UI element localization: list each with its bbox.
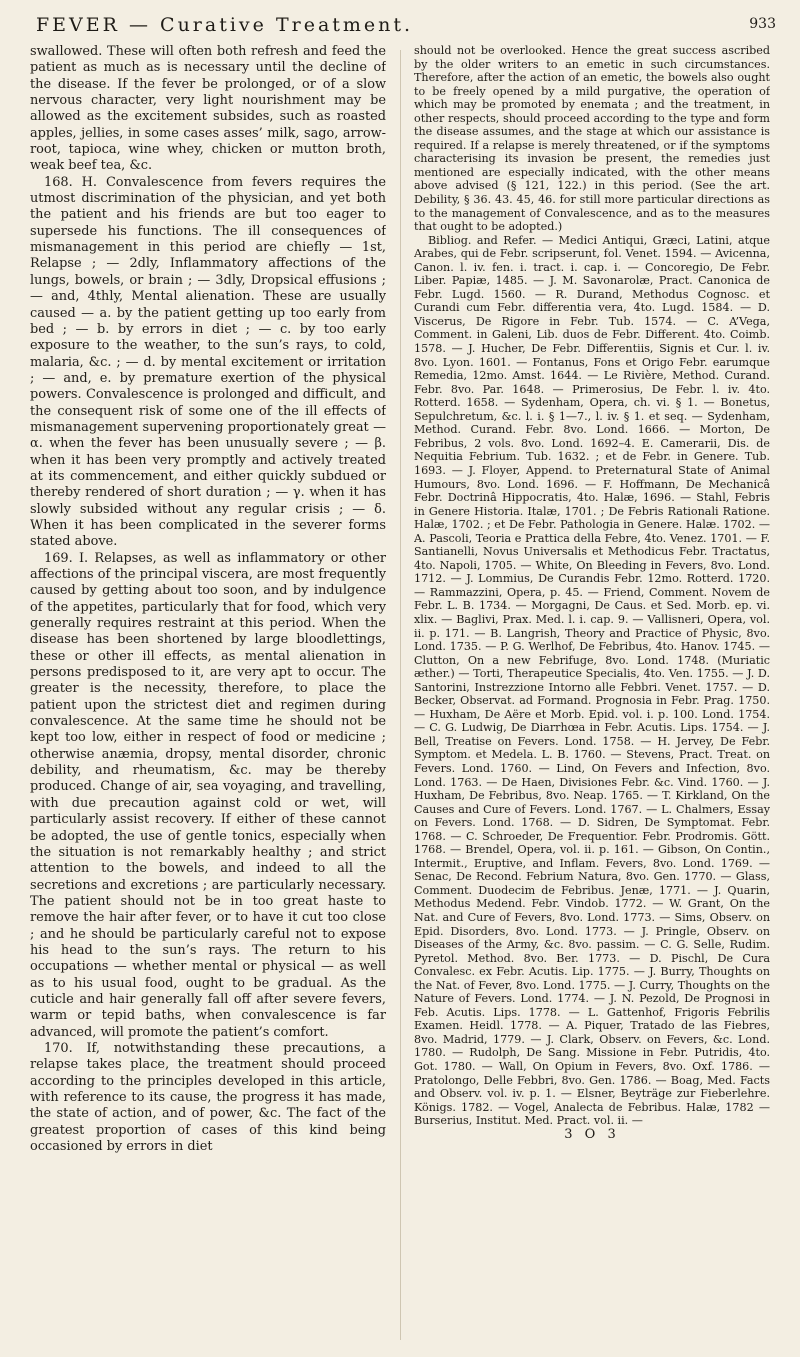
right-column <box>414 44 770 1344</box>
paragraph-emetic: should not be overlooked. Hence the great success ascribed by the older writers to an emetic in such circumstances. Therefore, after the action of an emetic, the bowels also ought to be freely opened by a mild purgative, the operation of which may be promoted by enemata ; and the treatment, in other respects, should proceed according to the type and form the disease assumes, and the stage at which our assistance is required. If a relapse is merely threatened, or if the symptoms characterising its invasion be present, the remedies just mentioned are especially indicated, with the other means above advised (§ 121, 122.) in this period. (See the art. Debility, § 36. 43. 45, 46. for still more particular directions as to the management of Convalescence, and as to the measures that ought to be adopted.) <box>414 44 770 234</box>
running-header <box>36 14 776 38</box>
paragraph-168-convalescence: 168. H. Convalescence from fevers requires the utmost discrimination of the physician, and yet both the patient and his friends are but too eager to supersede his functions. The ill consequences of mismanagement in this period are chiefly — 1st, Relapse ; — 2dly, Inflammatory affections of the lungs, bowels, or brain ; — 3dly, Dropsical effusions ; — and, 4thly, Mental alienation. These are usually caused — a. by the patient getting up too early from bed ; — b. by errors in diet ; — c. by too early exposure to the weather, to the sun’s rays, to cold, malaria, &c. ; — d. by mental excitement or irritation ; — and, e. by premature exertion of the physical powers. Convalescence is prolonged and difficult, and the consequent risk of some one of the ill effects of mismanagement supervening proportionately great — α. when the fever has been unusually severe ; — β. when it has been very promptly and actively treated at its commencement, and either quickly subdued or thereby rendered of short duration ; — γ. when it has slowly subsided without any regular crisis ; — δ. When it has been complicated in the severer forms stated above. <box>30 174 386 550</box>
paragraph-170-relapse-treatment: 170. If, notwithstanding these precautions, a relapse takes place, the treatment should proceed according to the principles developed in this article, with reference to its cause, the progress it has made, the state of action, and of power, &c. The fact of the greatest proportion of cases of this kind being occasioned by errors in diet <box>30 1040 386 1155</box>
column-divider <box>400 50 401 1340</box>
signature-mark: 3 O 3 <box>564 1126 620 1142</box>
left-column <box>30 44 386 1344</box>
running-title: FEVER — Curative Treatment. <box>36 14 414 36</box>
bibliography: Bibliog. and Refer. — Medici Antiqui, Græci, Latini, atque Arabes, qui de Febr. scripserunt, fol. Venet. 1594. — Avicenna, Canon. l. iv. fen. i. tract. i. cap. i. — Concoregio, De Febr. Liber. Papiæ, 1485. — J. M. Savonarolæ, Pract. Canonica de Febr. Lugd. 1560. — R. Durand, Methodus Cognosc. et Curandi cum Febr. differentia vera, 4to. Lugd. 1584. — D. Viscerus, De Rigore in Febr. Tub. 1574. — C. A’Vega, Comment. in Galeni, Lib. duos de Febr. Different. 4to. Coimb. 1578. — J. Hucher, De Febr. Differentiis, Signis et Cur. l. iv. 8vo. Lyon. 1601. — Fontanus, Fons et Origo Febr. earumque Remedia, 12mo. Amst. 1644. — Le Rivière, Method. Curand. Febr. 8vo. Par. 1648. — Primerosius, De Febr. l. iv. 4to. Rotterd. 1658. — Sydenham, Opera, ch. vi. § 1. — Bonetus, Sepulchretum, &c. l. i. § 1—7., l. iv. § 1. et seq. — Sydenham, Method. Curand. Febr. 8vo. Lond. 1666. — Morton, De Febribus, 2 vols. 8vo. Lond. 1692–4. E. Camerarii, Dis. de Nequitia Febrium. Tub. 1632. ; et de Febr. in Genere. Tub. 1693. — J. Floyer, Append. to Preternatural State of Animal Humours, 8vo. Lond. 1696. — F. Hoffmann, De Mechanicâ Febr. Doctrinâ Hippocratis, 4to. Halæ, 1696. — Stahl, Febris in Genere Historia. Italæ, 1701. ; De Febris Rationali Ratione. Halæ, 1702. ; et De Febr. Pathologia in Genere. Halæ. 1702. — A. Pascoli, Teoria e Prattica della Febre, 4to. Venez. 1701. — F. Santianelli, Novus Universalis et Methodicus Febr. Tractatus, 4to. Napoli, 1705. — White, On Bleeding in Fevers, 8vo. Lond. 1712. — J. Lommius, De Curandis Febr. 12mo. Rotterd. 1720. — Rammazzini, Opera, p. 45. — Friend, Comment. Novem de Febr. L. B. 1734. — Morgagni, De Caus. et Sed. Morb. ep. vi. xlix. — Baglivi, Prax. Med. l. i. cap. 9. — Vallisneri, Opera, vol. ii. p. 171. — B. Langrish, Theory and Practice of Physic, 8vo. Lond. 1735. — P. G. Werlhof, De Febribus, 4to. Hanov. 1745. — Clutton, On a new Febrifuge, 8vo. Lond. 1748. (Muriatic æther.) — Torti, Therapeutice Specialis, 4to. Ven. 1755. — J. D. Santorini, Instrezzione Intorno alle Febbri. Venet. 1757. — D. Becker, Observat. ad Formand. Prognosia in Febr. Prag. 1750. — Huxham, De Aëre et Morb. Epid. vol. i. p. 100. Lond. 1754. — C. G. Ludwig, De Diarrhœa in Febr. Acutis. Lips. 1754. — J. Bell, Treatise on Fevers. Lond. 1758. — H. Jervey, De Febr. Symptom. et Medela. L. B. 1760. — Stevens, Pract. Treat. on Fevers. Lond. 1760. — Lind, On Fevers and Infection, 8vo. Lond. 1763. — De Haen, Divisiones Febr. &c. Vind. 1760. — J. Huxham, De Febribus, 8vo. Neap. 1765. — T. Kirkland, On the Causes and Cure of Fevers. Lond. 1767. — L. Chalmers, Essay on Fevers. Lond. 1768. — D. Sidren, De Symptomat. Febr. 1768. — C. Schroeder, De Frequentior. Febr. Prodromis. Gött. 1768. — Brendel, Opera, vol. ii. p. 161. — Gibson, On Contin., Intermit., Eruptive, and Inflam. Fevers, 8vo. Lond. 1769. — Senac, De Recond. Febrium Natura, 8vo. Gen. 1770. — Glass, Comment. Duodecim de Febribus. Jenæ, 1771. — J. Quarin, Methodus Medend. Febr. Vindob. 1772. — W. Grant, On the Nat. and Cure of Fevers, 8vo. Lond. 1773. — Sims, Observ. on Epid. Disorders, 8vo. Lond. 1773. — J. Pringle, Observ. on Diseases of the Army, &c. 8vo. passim. — C. G. Selle, Rudim. Pyretol. Method. 8vo. Ber. 1773. — D. Pischl, De Cura Convalesc. ex Febr. Acutis. Lip. 1775. — J. Burry, Thoughts on the Nat. of Fever, 8vo. Lond. 1775. — J. Curry, Thoughts on the Nature of Fevers. Lond. 1774. — J. N. Pezold, De Prognosi in Feb. Acutis. Lips. 1778. — L. Gattenhof, Frigoris Febrilis Examen. Heidl. 1778. — A. Piquer, Tratado de las Fiebres, 8vo. Madrid, 1779. — J. Clark, Observ. on Fevers, &c. Lond. 1780. — Rudolph, De Sang. Missione in Febr. Putridis, 4to. Got. 1780. — Wall, On Opium in Fevers, 8vo. Oxf. 1786. — Pratolongo, Delle Febbri, 8vo. Gen. 1786. — Boag, Med. Facts and Observ. vol. iv. p. 1. — Elsner, Beyträge zur Fieberlehre. Königs. 1782. — Vogel, Analecta de Febribus. Halæ, 1782 — Burserius, Institut. Med. Pract. vol. ii. — <box>414 233 770 1128</box>
paragraph-169-relapses: 169. I. Relapses, as well as inflammatory or other affections of the principal viscera, are most frequently caused by getting about too soon, and by indulgence of the appetites, particularly that for food, which very generally requires restraint at this period. When the disease has been shortened by large bloodlettings, these or other ill effects, as mental alienation in persons predisposed to it, are very apt to occur. The greater is the necessity, therefore, to place the patient upon the strictest diet and regimen during convalescence. At the same time he should not be kept too low, either in respect of food or medicine ; otherwise anæmia, dropsy, mental disorder, chronic debility, and rheumatism, &c. may be thereby produced. Change of air, sea voyaging, and travelling, with due precaution against cold or wet, will particularly assist recovery. If either of these cannot be adopted, the use of gentle tonics, especially when the situation is not remarkably healthy ; and strict attention to the bowels, and indeed to all the secretions and excretions ; are particularly necessary. The patient should not be in too great haste to remove the hair after fever, or to have it cut too close ; and he should be particularly careful not to expose his head to the sun’s rays. The return to his occupations — whether mental or physical — as well as to his usual food, ought to be gradual. As the cuticle and hair generally fall off after severe fevers, warm or tepid baths, when convalescence is far advanced, will promote the patient’s comfort. <box>30 550 386 1040</box>
page-number: 933 <box>749 16 776 32</box>
paragraph-continuation: swallowed. These will often both refresh and feed the patient as much as is necessary until the decline of the disease. If the fever be prolonged, or of a slow nervous character, very light nourishment may be allowed as the excitement subsides, such as roasted apples, jellies, in some cases asses’ milk, sago, arrow-root, tapioca, wine whey, chicken or mutton broth, weak beef tea, &c. <box>30 44 386 174</box>
